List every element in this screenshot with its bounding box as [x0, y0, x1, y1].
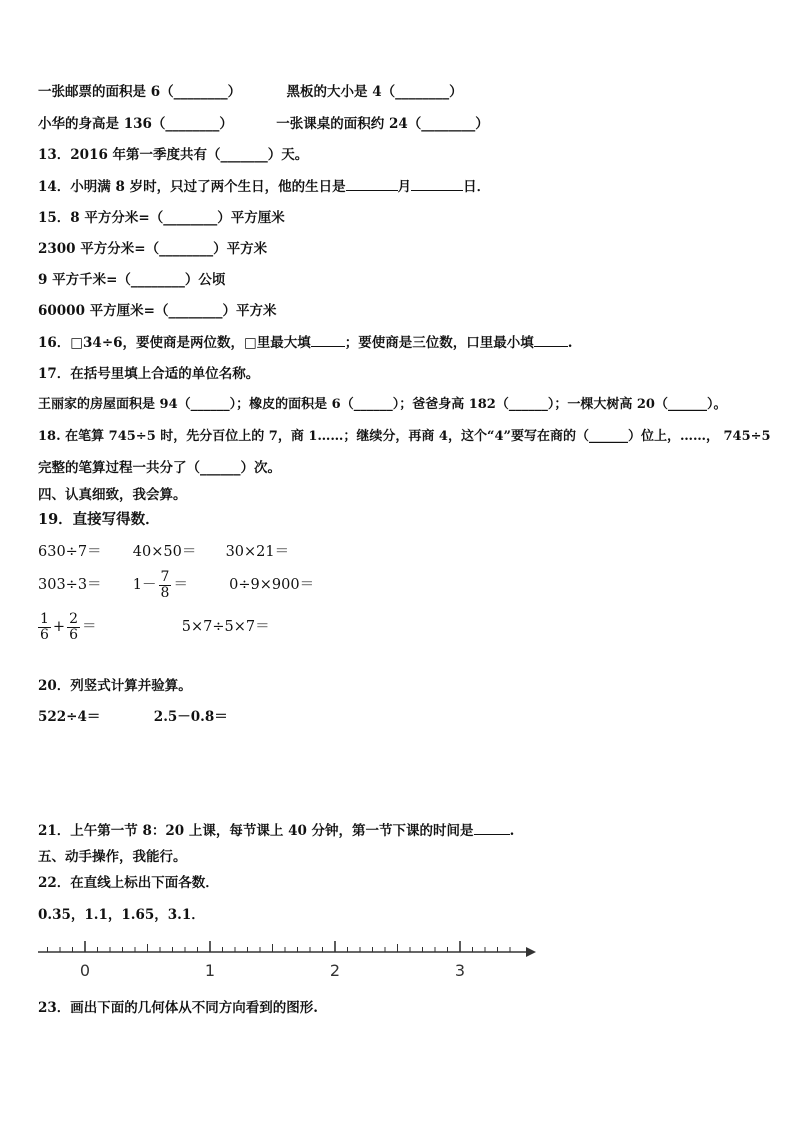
q21-end: . — [509, 823, 515, 839]
question-17: 17．在括号里填上合适的单位名称。 — [38, 366, 260, 382]
calc-40x50: 40×50＝ — [132, 544, 197, 560]
question-18b: 完整的笔算过程一共分了（______）次。 — [38, 460, 281, 476]
calc-one-minus: 1－ — [132, 577, 157, 593]
number-line-ticks — [48, 941, 511, 952]
question-20-items — [38, 708, 228, 726]
number-line-arrow-icon — [526, 947, 536, 957]
question-15d: 60000 平方厘米=（________）平方米 — [38, 303, 277, 319]
stamp-area-question: 一张邮票的面积是 6（________） — [38, 84, 242, 100]
q16-blank-1[interactable] — [311, 334, 345, 347]
q21-text: 21．上午第一节 8：20 上课，每节课上 40 分钟，第一节下课的时间是 — [38, 823, 474, 839]
question-14 — [38, 178, 490, 196]
section-5-heading: 五、动手操作，我能行。 — [38, 849, 187, 865]
q14-day-label: 日． — [463, 179, 491, 195]
q16-end: . — [567, 335, 573, 351]
blackboard-size-question: 黑板的大小是 4（________） — [286, 84, 463, 100]
q14-month-blank[interactable] — [346, 178, 398, 191]
number-line-label: 2 — [329, 961, 341, 980]
calc-fraction-sum — [38, 610, 101, 643]
question-15c: 9 平方千米=（________）公顷 — [38, 272, 226, 288]
number-line-labels — [80, 961, 465, 980]
fraction-7-8 — [159, 570, 172, 601]
calc-0-div-9: 0÷9×900＝ — [229, 577, 315, 593]
q16-blank-2[interactable] — [534, 334, 568, 347]
fraction-denominator: 8 — [160, 584, 170, 601]
calc-30x21: 30×21＝ — [225, 544, 290, 560]
calc-2.5-minus-0.8: 2.5－0.8＝ — [153, 709, 228, 725]
line-stamp-area — [38, 83, 463, 101]
fraction-denominator: 6 — [69, 626, 78, 643]
fraction-numerator: 7 — [160, 568, 170, 585]
question-17-items: 王丽家的房屋面积是 94（______）；橡皮的面积是 6（______）；爸爸身高 182（______）；一棵大树高 20（______）。 — [38, 397, 727, 412]
calc-5x7: 5×7÷5×7＝ — [181, 619, 270, 635]
question-16 — [38, 334, 573, 352]
calc-522: 522÷4＝ — [38, 709, 101, 725]
q14-month-label: 月 — [397, 179, 412, 195]
number-line-label: 1 — [204, 961, 216, 980]
calc-630: 630÷7＝ — [38, 544, 102, 560]
calc-equals: ＝ — [173, 577, 188, 593]
desk-area-question: 一张课桌的面积约 24（________） — [276, 116, 489, 132]
question-21 — [38, 822, 514, 840]
question-13: 13．2016 年第一季度共有（_______）天。 — [38, 147, 309, 163]
height-question: 小华的身高是 136（________） — [38, 116, 233, 132]
q14-text: 14．小明满 8 岁时，只过了两个生日，他的生日是 — [38, 179, 346, 195]
plus-sign: + — [52, 619, 66, 635]
question-22-numbers: 0.35，1.1，1.65，3.1． — [38, 907, 205, 923]
q16-text-2: ；要使商是三位数，口里最小填 — [344, 335, 534, 351]
question-20: 20．列竖式计算并验算。 — [38, 678, 192, 694]
q16-text: 16．□34÷6，要使商是两位数，□里最大填 — [38, 335, 311, 351]
question-22: 22．在直线上标出下面各数． — [38, 875, 219, 891]
question-18a: 18. 在笔算 745÷5 时，先分百位上的 7，商 1……；继续分，再商 4，这个“4”要写在商的（______）位上，……， 745÷5 — [38, 429, 771, 444]
q21-blank[interactable] — [474, 822, 510, 835]
calc-row-2 — [38, 568, 314, 602]
calc-row-3 — [38, 610, 270, 644]
question-15b: 2300 平方分米=（________）平方米 — [38, 241, 268, 257]
question-23: 23．画出下面的几何体从不同方向看到的图形. — [38, 1000, 318, 1016]
question-15a: 15．8 平方分米=（________）平方厘米 — [38, 210, 285, 226]
section-4-heading: 四、认真细致，我会算。 — [38, 487, 187, 503]
calc-equals: ＝ — [82, 619, 97, 635]
number-line-label: 0 — [79, 961, 91, 980]
q14-day-blank[interactable] — [411, 178, 463, 191]
number-line[interactable] — [36, 938, 546, 984]
fraction-denominator: 6 — [40, 626, 49, 643]
fraction-numerator: 2 — [69, 610, 78, 627]
fraction-2-6 — [67, 612, 80, 643]
number-line-label: 3 — [454, 961, 466, 980]
fraction-numerator: 1 — [40, 610, 49, 627]
calc-1-minus-fraction — [132, 568, 193, 601]
question-19: 19．直接写得数． — [38, 511, 160, 528]
calc-303: 303÷3＝ — [38, 577, 102, 593]
line-height-question — [38, 115, 489, 133]
fraction-1-6 — [38, 612, 51, 643]
calc-row-1 — [38, 543, 289, 561]
